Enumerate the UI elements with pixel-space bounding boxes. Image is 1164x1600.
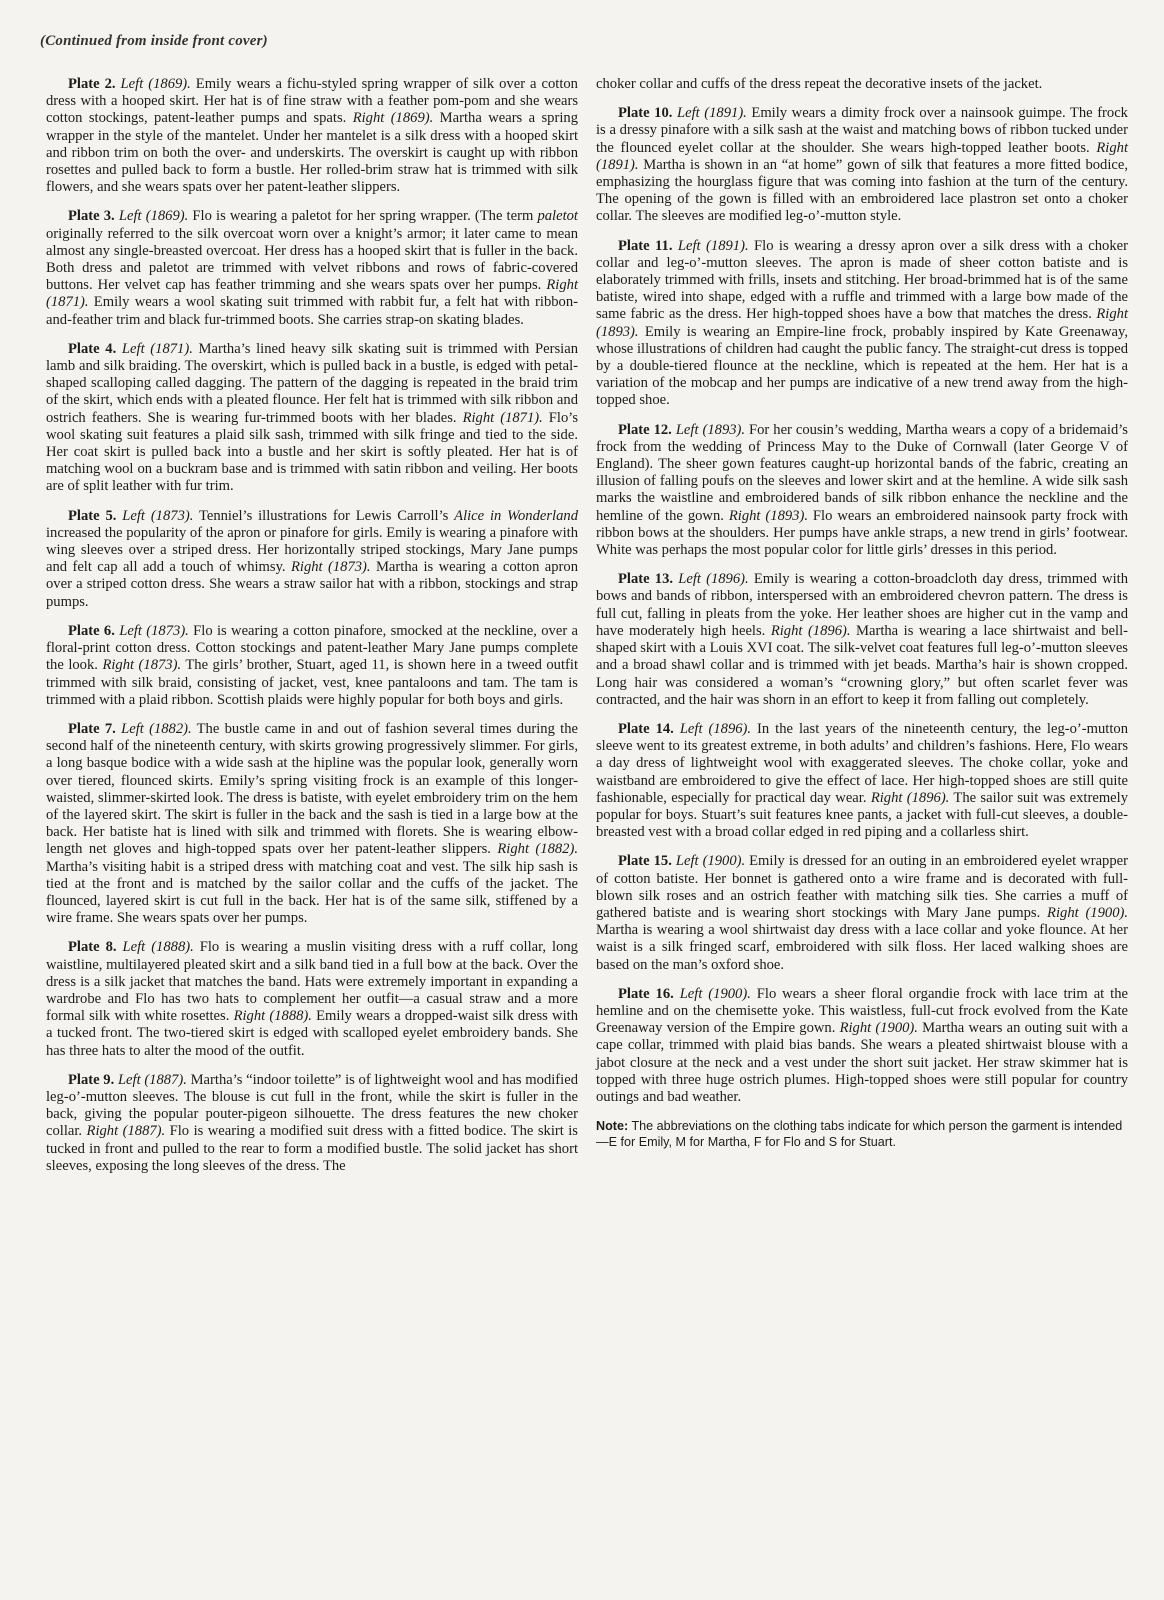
continuation-paragraph: choker collar and cuffs of the dress repeat the decorative insets of the jacket. [596, 76, 1043, 92]
plate-label: Plate 13. [618, 571, 674, 588]
plate-paragraph [46, 939, 578, 1059]
note-label: Note: [596, 1119, 629, 1134]
plate-label: Plate 15. [618, 853, 672, 870]
plate-text: Left (1893). For her cousin’s wedding, Martha wears a copy of a bridemaid’s frock from the wedding of Princess May to the Duke of Cornwall (later George V of England). The sheer gown features caught-up horizontal bands of the fabric, creating an illusion of falling poufs on the sleeves and lower skirt and at the hemline. A wide silk sash marks the waistline and embroidered bands of silk ribbon enhance the neckline and the hemline of the gown. Right (1893). Flo wears an embroidered nainsook party frock with ribbon bows at the shoulders. Her pumps have ankle straps, a new trend in girls’ footwear. White was perhaps the most popular color for little girls’ dresses in this period. [596, 421, 1128, 559]
plate-text: Left (1882). The bustle came in and out of fashion several times during the second half of the nineteenth century, with skirts growing progressively slimmer. For girls, a long basque bodice with a wide sash at the hipline was the popular look, generally worn over tiered, flounced skirts. Emily’s spring visiting frock is an example of this longer-waisted, slimmer-skirted look. The dress is batiste, with eyelet embroidery trim on the hem of the layered skirt. The skirt is fuller in the back and the sash is tied in a large bow at the back. Her batiste hat is lined with silk and trimmed with florets. She is wearing elbow-length net gloves and high-topped spats over her patent-leather slippers. Right (1882). Martha’s visiting habit is a striped dress with matching coat and vest. The silk hip sash is tied at the front and is matched by the sailor collar and the cuffs of the jacket. The flounced, layered skirt is cut full in the back. Her hat is of the same silk, stiffened by a wire frame. She wears spats over her pumps. [46, 720, 578, 927]
plate-paragraph [46, 1072, 578, 1175]
plate-paragraph [46, 508, 578, 611]
note-text: The abbreviations on the clothing tabs indicate for which person the garment is intended—E for Emily, M for Martha, F for Flo and S for Stuart. [596, 1119, 1123, 1150]
plate-paragraph [596, 721, 1128, 841]
plate-paragraph [596, 986, 1128, 1106]
plate-text: Left (1896). In the last years of the nineteenth century, the leg-o’-mutton sleeve went to its greatest extreme, in both adults’ and children’s fashions. Here, Flo wears a day dress of lightweight wool with exaggerated sleeves. The choke collar, yoke and waistband are embroidered to give the effect of lace. Her high-topped shoes are still quite fashionable, especially for practical day wear. Right (1896). The sailor suit was extremely popular for boys. Stuart’s suit features knee pants, a jacket with full-cut sleeves, a double-breasted vest with a broad collar edged in red piping and a collarless shirt. [596, 720, 1128, 841]
plate-label: Plate 8. [68, 939, 117, 956]
plate-label: Plate 2. [68, 76, 116, 92]
plate-text: Left (1873). Flo is wearing a cotton pinafore, smocked at the neckline, over a floral-print cotton dress. Cotton stockings and patent-leather Mary Jane pumps complete the look. Right (1873). The girls’ brother, Stuart, aged 11, is shown here in a tweed outfit trimmed with silk braid, consisting of jacket, vest, knee pantaloons and tam. The tam is trimmed with a plaid ribbon. Scottish plaids were highly popular for both boys and girls. [46, 622, 578, 708]
plate-paragraph [596, 422, 1128, 560]
plate-text: Left (1896). Emily is wearing a cotton-broadcloth day dress, trimmed with bows and bands of ribbon, interspersed with an embroidered chevron pattern. The dress is full cut, falling in pleats from the yoke. Her leather shoes are higher cut in the vamp and have moderately high heels. Right (1896). Martha is wearing a lace shirtwaist and bell-shaped skirt with a Louis XVI coat. The silk-velvet coat features full leg-o’-mutton sleeves and a broad shawl collar and is trimmed with jet beads. Martha’s hair is shown cropped. Long hair was considered a woman’s “crowning glory,” but often scarlet fever was contracted, and the hair was shorn in an effort to keep it from falling out completely. [596, 571, 1128, 708]
plate-paragraph [46, 341, 578, 496]
plate-paragraph [596, 853, 1128, 973]
plate-text: Left (1871). Martha’s lined heavy silk skating suit is trimmed with Persian lamb and silk braiding. The overskirt, which is pulled back in a bustle, is edged with petal-shaped scalloping called dagging. The pattern of the dagging is repeated in the braid trim of the skirt, which ends with a pleated flounce. Her felt hat is trimmed with silk ribbon and ostrich feathers. She is wearing fur-trimmed boots with her blades. Right (1871). Flo’s wool skating suit features a plaid silk sash, trimmed with silk fringe and tied to the side. Her coat skirt is pulled back into a bustle and her skirt is softly pleated. Her hat is of matching wool on a buckram base and is trimmed with satin ribbon and veiling. Her boots are of split leather with fur trim. [46, 340, 579, 495]
plate-text: Left (1891). Emily wears a dimity frock over a nainsook guimpe. The frock is a dressy pinafore with a silk sash at the waist and matching bows of ribbon tucked under the flounced eyelet collar at the shoulder. She wears high-topped leather boots. Right (1891). Martha is shown in an “at home” gown of silk that features a more fitted bodice, emphasizing the hourglass figure that was coming into fashion at the turn of the century. The opening of the gown is filled with an embroidered lace plastron set onto a choker collar. The sleeves are modified leg-o’-mutton style. [596, 105, 1128, 225]
plate-text: Left (1887). Martha’s “indoor toilette” is of lightweight wool and has modified leg-o’-mutton sleeves. The blouse is cut full in the front, while the skirt is fuller in the back, giving the popular pouter-pigeon silhouette. The dress features the new choker collar. Right (1887). Flo is wearing a modified suit dress with a fitted bodice. The skirt is tucked in front and pulled to the rear to form a modified bustle. The solid jacket has short sleeves, exposing the long sleeves of the dress. The [46, 1071, 578, 1174]
plate-label: Plate 16. [618, 985, 674, 1002]
plate-label: Plate 7. [68, 720, 116, 737]
note-paragraph [596, 1118, 1128, 1150]
plate-text: Left (1900). Emily is dressed for an outing in an embroidered eyelet wrapper of cotton batiste. Her bonnet is gathered onto a wire frame and is decorated with full-blown silk roses and an ostrich feather with matching silk ties. She carries a muff of gathered batiste and is wearing short stockings with Mary Jane pumps. Right (1900). Martha is wearing a wool shirtwaist day dress with a lace collar and yoke flounce. At her waist is a silk fringed scarf, embroidered with silk floss. Her laced walking shoes are based on the man’s oxford shoe. [596, 853, 1128, 973]
plate-text: Left (1888). Flo is wearing a muslin visiting dress with a ruff collar, long waistline, multilayered pleated skirt and a silk band tied in a full bow at the back. Over the dress is a silk jacket that matches the band. Hats were extremely important in expanding a wardrobe and Flo has two hats to complement her outfit—a casual straw and a more formal silk with white rosettes. Right (1888). Emily wears a dropped-waist silk dress with a tucked front. The two-tiered skirt is edged with scalloped eyelet embroidery bands. She has three hats to alter the mood of the outfit. [46, 939, 578, 1059]
left-column [46, 76, 578, 1187]
plate-paragraph [46, 721, 578, 927]
plate-label: Plate 12. [618, 421, 672, 438]
plate-paragraph [596, 571, 1128, 709]
right-plates [596, 105, 1128, 1106]
plate-text: Left (1891). Flo is wearing a dressy apron over a silk dress with a choker collar and leg-o’-mutton sleeves. The apron is made of sheer cotton batiste and is elaborately trimmed with frills, insets and stitching. Her broad-brimmed hat is of the same batiste, wired into shape, edged with a ruffle and trimmed with a large bow made of the same fabric as the dress. Her high-topped shoes have a bow that matches the dress. Right (1893). Emily is wearing an Empire-line frock, probably inspired by Kate Greenaway, whose illustrations of children had caught the public fancy. The straight-cut dress is topped by a double-tiered flounce at the neckline, which is repeated at the hem. Her hat is a variation of the mobcap and her pumps are indicative of a new trend away from the high-topped shoe. [596, 237, 1128, 409]
plate-paragraph [596, 238, 1128, 410]
plate-label: Plate 10. [618, 105, 673, 122]
plate-label: Plate 9. [68, 1071, 115, 1088]
plate-paragraph [46, 76, 578, 196]
plate-label: Plate 11. [618, 237, 673, 254]
plate-text: Left (1869). Emily wears a fichu-styled spring wrapper of silk over a cotton dress with a hooped skirt. Her hat is of fine straw with a feather pom-pom and she wears cotton stockings, patent-leather pumps and spats. Right (1869). Martha wears a spring wrapper in the style of the mantelet. Under her mantelet is a silk dress with a hooped skirt and ribbon trim on both the over- and underskirts. The overskirt is caught up with ribbon rosettes and pulled back to form a bustle. Her rolled-brim straw hat is trimmed with silk flowers, and she wears spats over her patent-leather slippers. [46, 76, 578, 196]
plate-label: Plate 5. [68, 507, 117, 524]
plate-text: Left (1873). Tenniel’s illustrations for Lewis Carroll’s Alice in Wonderland increased the popularity of the apron or pinafore for girls. Emily is wearing a pinafore with wing sleeves over a striped dress. Her horizontally striped stockings, Mary Jane pumps and felt cap all add a touch of whimsy. Right (1873). Martha is wearing a cotton apron over a striped cotton dress. She wears a straw sailor hat with a ribbon, stockings and strap pumps. [46, 507, 579, 610]
plate-label: Plate 14. [618, 720, 674, 737]
plate-text: Left (1869). Flo is wearing a paletot for her spring wrapper. (The term paletot originally referred to the silk overcoat worn over a knight’s armor; it later came to mean almost any single-breasted overcoat. Her dress has a hooped skirt that is fuller in the back. Both dress and paletot are trimmed with velvet ribbons and rows of fabric-covered buttons. Her velvet cap has feather trimming and she wears spats over her pumps. Right (1871). Emily wears a wool skating suit trimmed with rabbit fur, a felt hat with ribbon-and-feather trim and black fur-trimmed boots. She carries strap-on skating blades. [46, 208, 578, 328]
plate-label: Plate 3. [68, 208, 115, 225]
plate-label: Plate 6. [68, 622, 115, 639]
plate-paragraph [46, 208, 578, 328]
plate-paragraph [596, 105, 1128, 225]
plate-label: Plate 4. [68, 340, 117, 357]
continued-header: (Continued from inside front cover) [40, 33, 268, 49]
plate-paragraph [46, 623, 578, 709]
right-column [596, 76, 1128, 1163]
plate-text: Left (1900). Flo wears a sheer floral organdie frock with lace trim at the hemline and on the chemisette yoke. This waistless, full-cut frock evolved from the Kate Greenaway version of the Empire gown. Right (1900). Martha wears an outing suit with a cape collar, trimmed with plaid bias bands. She wears a pleated shirtwaist blouse with a jabot closure at the neck and a vest under the short suit jacket. Her straw skimmer hat is topped with three huge ostrich plumes. High-topped shoes were still popular for country outings and bad weather. [596, 985, 1129, 1105]
